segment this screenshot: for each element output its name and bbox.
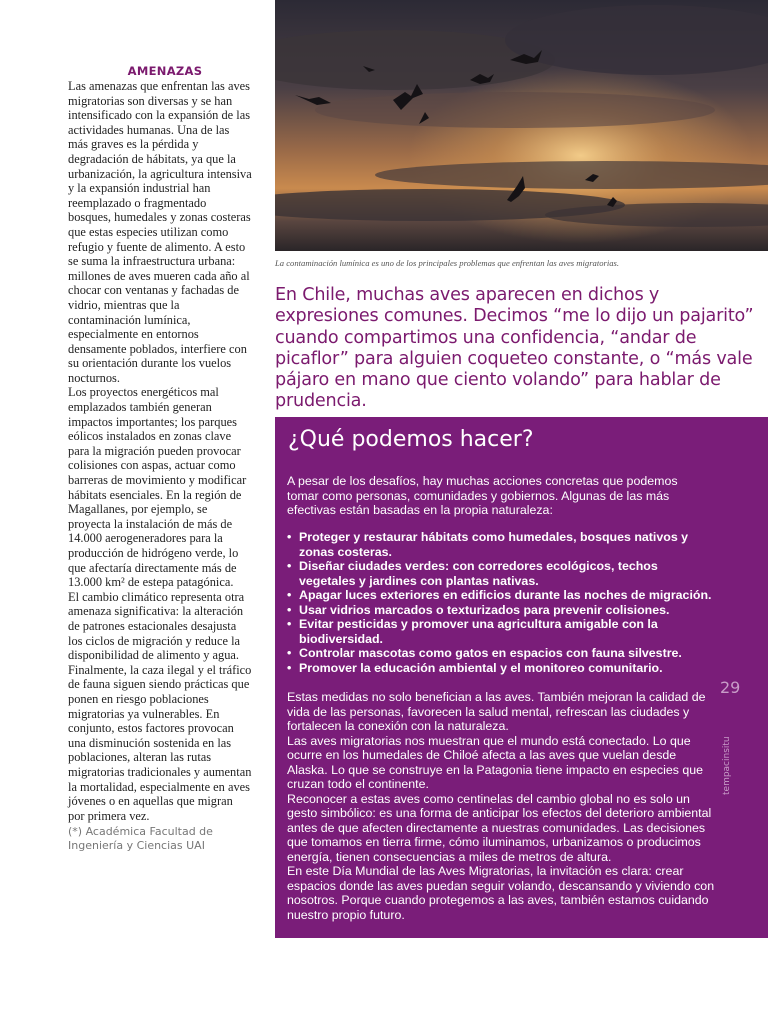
page-number: 29 [720,678,741,697]
footnote-line: (*) Académica Facultad de [68,825,213,839]
box-paragraph: Las aves migratorias nos muestran que el mundo está conectado. Lo que ocurre en los humedales de Chiloé afecta a las aves que vuelan desde Alaska. Lo que se construye en la Patagonia tiene impacto en especies que cruzan todo el continente. [287,733,704,791]
body-paragraph: Las amenazas que enfrentan las aves migratorias son diversas y se han intensificado con la expansión de las actividades humanas. Una de las más graves es la pérdida y degradación de hábitats, ya que la urbanización, la agricultura intensiva y la expansión industrial han reemplazado o fragmentado bosques, humedales y zonas costeras que estas especies utilizan como refugio y fuente de alimento. A esto se suma la infraestructura urbana: millones de aves mueren cada año al chocar con ventanas y fachadas de vidrio, mientras que la contaminación lumínica, especialmente en entornos densamente poblados, interfiere con su orientación durante los vuelos nocturnos. [68,79,252,385]
list-item: • Controlar mascotas como gatos en espacios con fauna silvestre. [285,646,715,661]
action-list [285,530,715,675]
list-item: • Proteger y restaurar hábitats como humedales, bosques nativos y zonas costeras. [285,530,715,559]
list-item: • Evitar pesticidas y promover una agricultura amigable con la biodiversidad. [285,617,715,646]
box-intro: A pesar de los desafíos, hay muchas acciones concretas que podemos tomar como personas, comunidades y gobiernos. Algunas de las más efectivas están basadas en la propia naturaleza: [287,474,678,517]
photo-caption: La contaminación lumínica es uno de los principales problemas que enfrentan las aves migratorias. [275,258,620,268]
action-box [275,417,768,938]
left-column [68,64,252,853]
sunset-birds-photo [275,0,768,251]
body-paragraph: Los proyectos energéticos mal emplazados también generan impactos importantes; los parques eólicos instalados en zonas clave para la migración pueden provocar colisiones con aspas, actuar como barreras de movimiento y modificar hábitats esenciales. En la región de Magallanes, por ejemplo, se proyecta la instalación de más de 14.000 aerogeneradores para la producción de hidrógeno verde, lo que afectaría directamente más de 13.000 km² de estepa patagónica. [68,385,247,590]
box-paragraph: En este Día Mundial de las Aves Migratorias, la invitación es clara: crear espacios donde las aves puedan seguir volando, descansando y viviendo con nosotros. Porque cuando protegemos a las aves, también estamos cuidando nuestro propio futuro. [287,864,715,922]
box-body [287,690,717,922]
box-paragraph: Reconocer a estas aves como centinelas del cambio global no es solo un gesto simbólico: es una forma de anticipar los efectos del deterioro ambiental antes de que afecten directamente a nuestras comunidades. Las decisiones que tomamos en tierra firme, cómo iluminamos, urbanizamos o producimos energía, tienen consecuencias a miles de metros de altura. [287,791,712,864]
author-footnote [68,825,252,853]
box-paragraph: Estas medidas no solo benefician a las aves. También mejoran la calidad de vida de las personas, favorecen la salud mental, refrescan las ciudades y fortalecen la conexión con la naturaleza. [287,690,706,733]
section-title: AMENAZAS [127,64,203,78]
magazine-side-label [722,705,736,795]
body-paragraph: El cambio climático representa otra amenaza significativa: la alteración de patrones estacionales desajusta los ciclos de migración y reduce la disponibilidad de alimento y agua. Finalmente, la caza ilegal y el tráfico de fauna siguen siendo prácticas que ponen en riesgo poblaciones migratorias ya vulnerables. En conjunto, estos factores provocan una disminución sostenida en las poblaciones, alteran las rutas migratorias tradicionales y aumentan la mortalidad, especialmente en aves jóvenes o en aquellas que migran por primera vez. [68,589,252,823]
list-item: • Promover la educación ambiental y el monitoreo comunitario. [285,661,715,676]
list-item: • Usar vidrios marcados o texturizados para prevenir colisiones. [285,603,715,618]
list-item: • Diseñar ciudades verdes: con corredores ecológicos, techos vegetales y jardines con plantas nativas. [285,559,715,588]
footnote-line: Ingeniería y Ciencias UAI [68,839,205,853]
box-title: ¿Qué podemos hacer? [288,427,534,452]
list-item: • Apagar luces exteriores en edificios durante las noches de migración. [285,588,715,603]
magazine-name: tempacinsitu [722,736,732,795]
pull-quote: En Chile, muchas aves aparecen en dichos y expresiones comunes. Decimos “me lo dijo un pajarito” cuando compartimos una confidencia, “andar de picaflor” para alguien coqueteo constante, o “más vale pájaro en mano que ciento volando” para hablar de prudencia. [275,285,754,412]
